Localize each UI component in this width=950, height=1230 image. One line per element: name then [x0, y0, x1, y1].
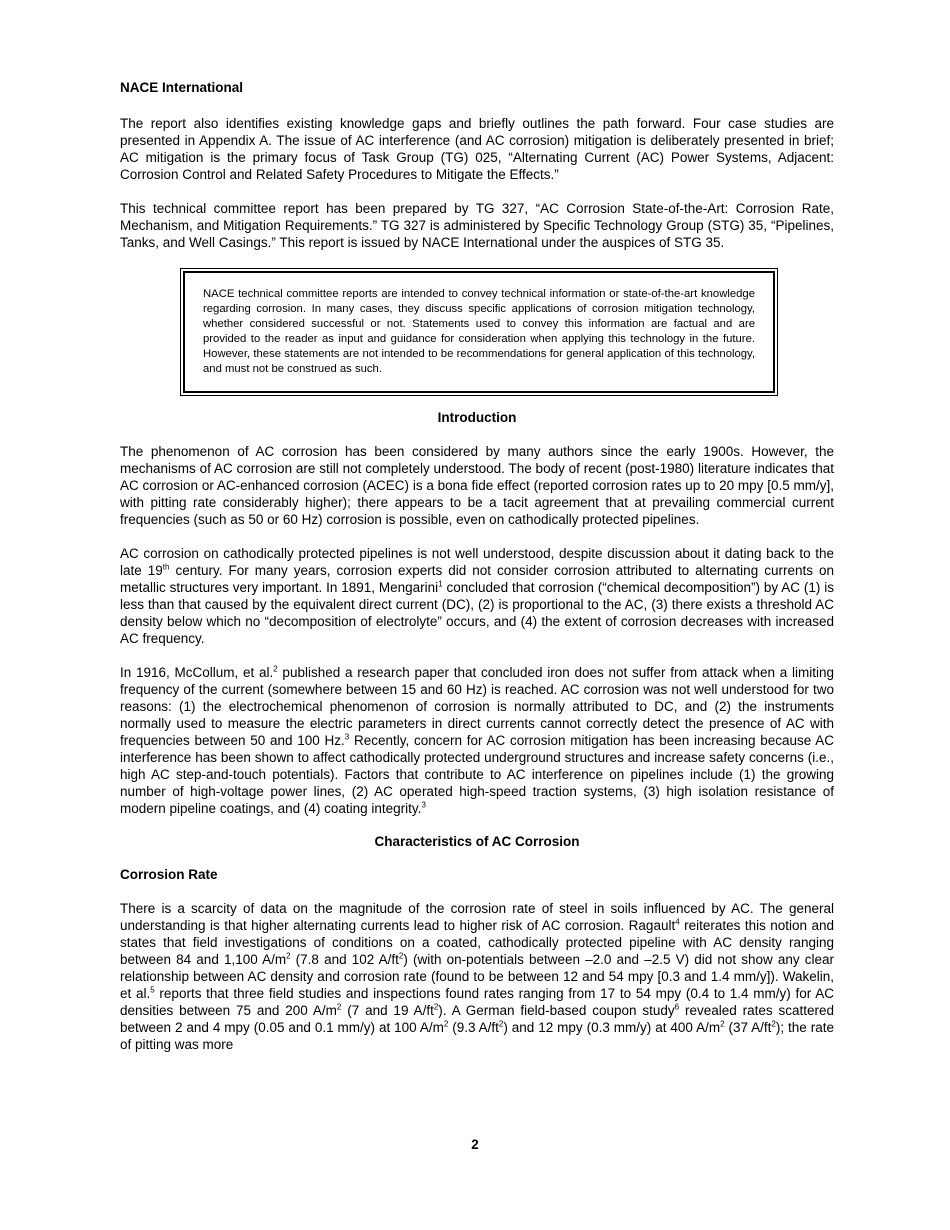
section-heading-introduction: Introduction [437, 410, 517, 425]
superscript: 2 [720, 1019, 725, 1029]
text-run: ) and 12 mpy (0.3 mm/y) at 400 A/m [503, 1020, 721, 1035]
text-run: (7.8 and 102 A/ft [290, 952, 399, 967]
text-run: ). A German field-based coupon study [438, 1003, 675, 1018]
text-run: century. For many years, corrosion experts did not consider corrosion attributed to alternating currents on metallic structures very important. In 1891, Mengarini [120, 563, 834, 595]
page-number: 2 [471, 1137, 479, 1152]
text-run: (7 and 19 A/ft [341, 1003, 434, 1018]
paragraph-intro-3 [120, 664, 834, 817]
section-heading-characteristics: Characteristics of AC Corrosion [374, 834, 580, 849]
superscript: 2 [443, 1019, 449, 1029]
text-run: ); the rate of pitting was more [120, 1020, 834, 1052]
disclaimer-inner [183, 271, 775, 393]
text-run: (9.3 A/ft [448, 1020, 499, 1035]
reference-marker: 2 [273, 664, 278, 674]
paragraph-intro-2 [120, 545, 834, 647]
superscript: 2 [398, 951, 404, 961]
text-run: Recently, concern for AC corrosion mitigation has been increasing because AC interference has been shown to affect cathodically protected underground structures and increase safety concerns (i.e., high AC step-and-touch potentials). Factors that contribute to AC interference on pipelines include (1) the growing number of high-voltage power lines, (2) AC operated high-speed traction systems, (3) high isolation resistance of modern pipeline coatings, and (4) coating integrity. [120, 733, 834, 816]
text-run: (37 A/ft [724, 1020, 772, 1035]
superscript: 2 [433, 1002, 439, 1012]
disclaimer-box [180, 268, 778, 396]
reference-marker: 6 [674, 1002, 680, 1012]
subsection-heading-corrosion-rate: Corrosion Rate [120, 867, 218, 882]
text-run: AC corrosion on cathodically protected pipelines is not well understood, despite discussion about it dating back to the late 19 [120, 546, 834, 578]
text-run: concluded that corrosion (“chemical decomposition”) by AC (1) is less than that caused by the equivalent direct current (DC), (2) is proportional to the AC, (3) there exists a threshold AC density below which no “decomposition of electrolyte” occurs, and (4) the extent of corrosion decreases with increased AC frequency. [120, 580, 834, 646]
reference-marker: 5 [150, 985, 155, 995]
paragraph-preparation: This technical committee report has been prepared by TG 327, “AC Corrosion State-of-the-Art: Corrosion Rate, Mechanism, and Mitigation Requirements.” TG 327 is administered by Specific Technology Group (STG) 35, “Pipelines, Tanks, and Well Casings.” This report is issued by NACE International under the auspices of STG 35. [120, 201, 834, 250]
reference-marker: 3 [344, 732, 350, 742]
reference-marker: 1 [438, 579, 443, 589]
text-run: ) (with on-potentials between –2.0 and –2.5 V) did not show any clear relationship between AC density and corrosion rate (found to be between 12 and 54 mpy [0.3 and 1.4 mm/y]). Wakelin, et al. [120, 952, 835, 1001]
superscript: 2 [771, 1019, 776, 1029]
text-run: revealed rates scattered between 2 and 4 mpy (0.05 and 0.1 mm/y) at 100 A/m [120, 1003, 835, 1035]
superscript: 2 [498, 1019, 504, 1029]
text-run: published a research paper that concluded iron does not suffer from attack when a limiting frequency of the current (somewhere between 15 and 60 Hz) is reached. AC corrosion was not well understood for two reasons: (1) the electrochemical phenomenon of corrosion is normally attributed to DC, and (2) the instruments normally used to measure the electric parameters in direct currents cannot correctly detect the presence of AC with frequencies between 50 and 100 Hz. [120, 665, 834, 748]
text-run: reiterates this notion and states that field investigations of conditions on a coated, cathodically protected pipeline with AC density ranging between 84 and 1,100 A/m [120, 918, 835, 967]
reference-marker: 4 [675, 917, 680, 927]
reference-marker: 3 [421, 800, 426, 810]
text-run: In 1916, McCollum, et al. [120, 665, 274, 680]
text-run: reports that three field studies and inspections found rates ranging from 17 to 54 mpy (0.4 to 1.4 mm/y) for AC densities between 75 and 200 A/m [120, 986, 834, 1018]
text-run: There is a scarcity of data on the magnitude of the corrosion rate of steel in soils influenced by AC. The general understanding is that higher alternating currents lead to higher risk of AC corrosion. Ragault [120, 901, 834, 933]
paragraph-scope: The report also identifies existing knowledge gaps and briefly outlines the path forward. Four case studies are presented in Appendix A. The issue of AC interference (and AC corrosion) mitigation is deliberately presented in brief; AC mitigation is the primary focus of Task Group (TG) 025, “Alternating Current (AC) Power Systems, Adjacent: Corrosion Control and Related Safety Procedures to Mitigate the Effects.” [120, 116, 834, 182]
disclaimer-text: NACE technical committee reports are intended to convey technical information or state-of-the-art knowledge regarding corrosion. In many cases, they discuss specific applications of corrosion mitigation technology, whether considered successful or not. Statements used to convey this information are factual and are provided to the reader as input and guidance for consideration when applying this technology in the future. However, these statements are not intended to be recommendations for general application of this technology, and must not be construed as such. [203, 288, 755, 375]
superscript: 2 [336, 1002, 342, 1012]
running-header: NACE International [120, 80, 244, 95]
superscript: 2 [286, 951, 291, 961]
document-page [120, 80, 834, 1070]
paragraph-intro-1: The phenomenon of AC corrosion has been considered by many authors since the early 1900s. However, the mechanisms of AC corrosion are still not completely understood. The body of recent (post-1980) literature indicates that AC corrosion or AC-enhanced corrosion (ACEC) is a bona fide effect (reported corrosion rates up to 20 mpy [0.5 mm/y], with pitting rate considerably higher); there appears to be a tacit agreement that at prevailing commercial current frequencies (such as 50 or 60 Hz) corrosion is possible, even on cathodically protected pipelines. [120, 444, 834, 527]
superscript: th [162, 562, 170, 572]
paragraph-corrosion-rate [120, 900, 834, 1053]
